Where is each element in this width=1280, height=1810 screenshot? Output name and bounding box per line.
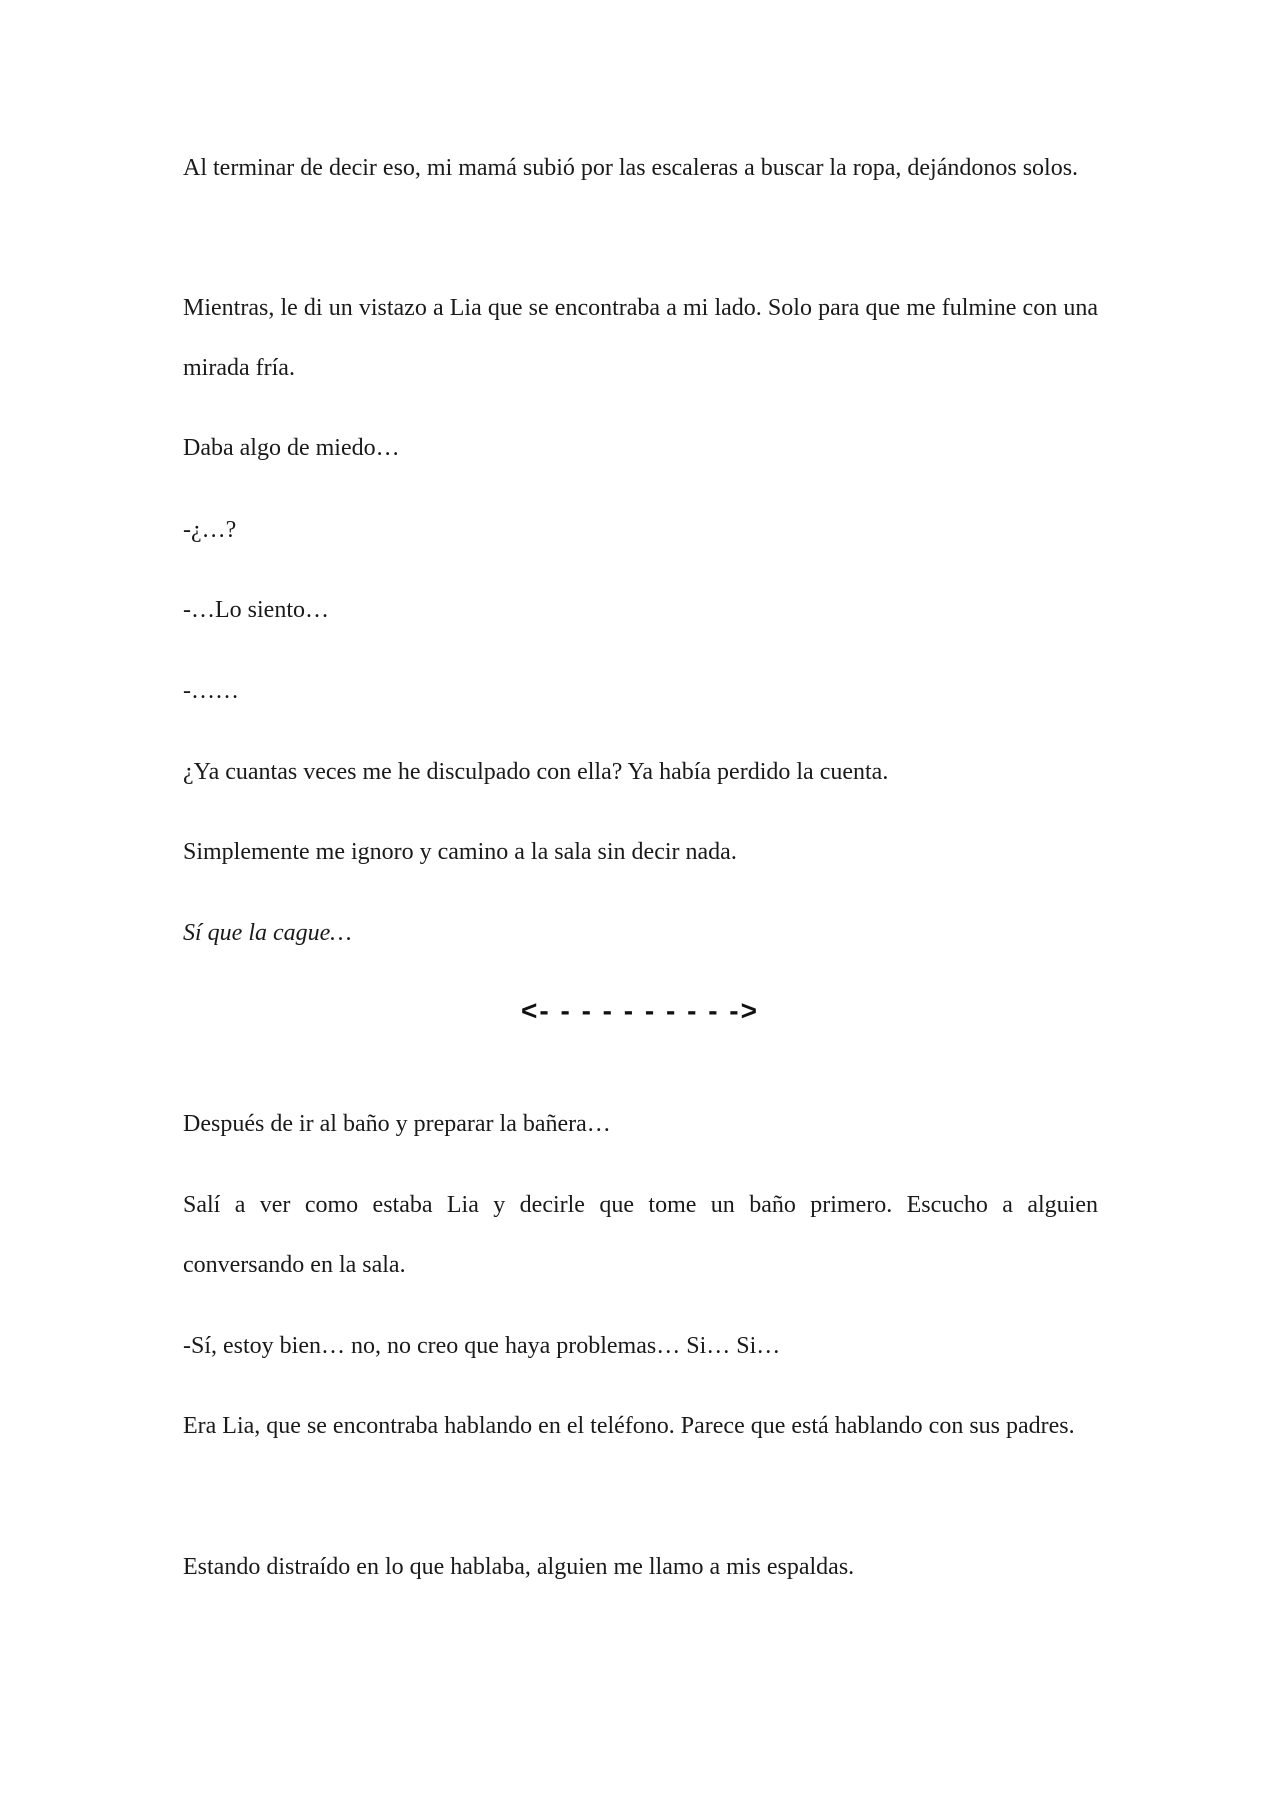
dialogue-line-2: -…Lo siento… (183, 597, 329, 623)
dialogue-line-4: -Sí, estoy bien… no, no creo que haya problemas… Si… Si… (183, 1333, 781, 1359)
dialogue-line-3: -…… (183, 678, 239, 704)
paragraph-5: Simplemente me ignoro y camino a la sala sin decir nada. (183, 839, 737, 865)
paragraph-3: Daba algo de miedo… (183, 435, 400, 461)
paragraph-7: Salí a ver como estaba Lia y decirle que tome un baño primero. Escucho a alguien conversando en la sala. (183, 1192, 1098, 1278)
paragraph-4: ¿Ya cuantas veces me he disculpado con ella? Ya había perdido la cuenta. (183, 759, 889, 785)
paragraph-8: Era Lia, que se encontraba hablando en el teléfono. Parece que está hablando con sus padres. (183, 1413, 1075, 1439)
paragraph-9: Estando distraído en lo que hablaba, alguien me llamo a mis espaldas. (183, 1554, 855, 1580)
dialogue-line-1: -¿…? (183, 517, 237, 543)
paragraph-6: Después de ir al baño y preparar la bañera… (183, 1111, 611, 1137)
scene-separator: <- - - - - - - - - -> (521, 995, 759, 1026)
inner-thought: Sí que la cague… (183, 920, 352, 946)
paragraph-1: Al terminar de decir eso, mi mamá subió por las escaleras a buscar la ropa, dejándonos solos. (183, 155, 1079, 181)
paragraph-2: Mientras, le di un vistazo a Lia que se encontraba a mi lado. Solo para que me fulmine con una mirada fría. (183, 295, 1098, 381)
